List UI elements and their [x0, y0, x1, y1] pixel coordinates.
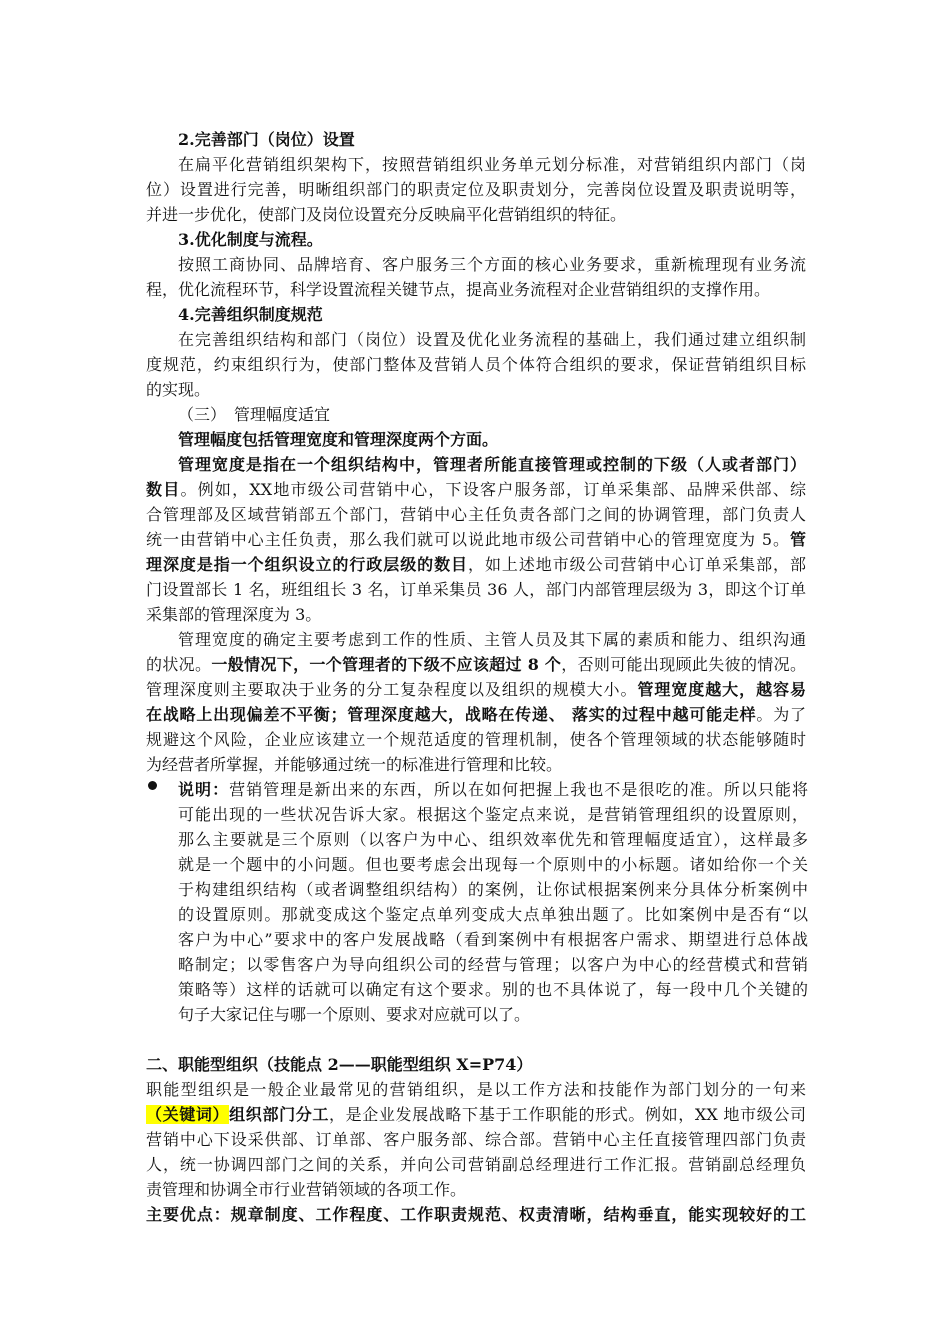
subsection-heading: （三） 管理幅度适宜 — [178, 405, 331, 424]
paragraph-line: 营销中心下设采供部、订单部、客户服务部、综合部。营销中心主任直接管理四部门负责 — [146, 1130, 806, 1149]
paragraph-line: 职能型组织是一般企业最常见的营销组织，是以工作方法和技能作为部门划分的一句来 — [146, 1080, 806, 1099]
note-line: 可能出现的一些状况告诉大家。根据这个鉴定点来说，是营销管理组织的设置原则， — [178, 805, 808, 824]
paragraph-line: 程，优化流程环节，科学设置流程关键节点，提高业务流程对企业营销组织的支撑作用。 — [146, 280, 771, 299]
section-heading-3: 3.优化制度与流程。 — [178, 230, 323, 249]
section-heading-functional: 二、职能型组织（技能点 2——职能型组织 X=P74） — [146, 1055, 533, 1074]
note-label: 说明： — [178, 780, 230, 799]
paragraph-line: 为经营者所掌握，并能够通过统一的标准进行管理和比较。 — [146, 755, 563, 774]
bold-term: 一般情况下，一个管理者的下级不应该超过 8 个 — [211, 655, 562, 674]
paragraph-line — [146, 652, 806, 677]
bold-term: 组织部门分工 — [229, 1105, 329, 1124]
paragraph-line: 门设置部长 1 名，班组组长 3 名，订单采集员 36 人，部门内部管理层级为 3，即这个订单 — [146, 580, 806, 599]
text-span: 。例如，XX地市级公司营销中心，下设客户服务部，订单采集部、品牌采供部、综 — [180, 480, 806, 499]
section-heading-2: 2.完善部门（岗位）设置 — [178, 130, 355, 149]
bullet-icon — [148, 781, 157, 790]
bold-term: 数目 — [146, 480, 181, 499]
bold-term: 理深度是指一个组织设立的行政层级的数目 — [146, 555, 468, 574]
bold-term: 管 — [789, 530, 806, 549]
paragraph-line: 合管理部及区域营销部五个部门，营销中心主任负责各部门之间的协调管理，部门负责人 — [146, 505, 806, 524]
paragraph-line: 的实现。 — [146, 380, 211, 399]
advantages-line: 主要优点：规章制度、工作程度、工作职责规范、权责清晰，结构垂直，能实现较好的工 — [146, 1205, 806, 1224]
paragraph-line: 并进一步优化，使部门及岗位设置充分反映扁平化营销组织的特征。 — [146, 205, 627, 224]
text-span: ，如上述地市级公司营销中心订单采集部，部 — [468, 555, 806, 574]
paragraph-line: 人，统一协调四部门之间的关系，并向公司营销副总经理进行工作汇报。营销副总经理负 — [146, 1155, 806, 1174]
text-span: 管理深度则主要取决于业务的分工复杂程度以及组织的规模大小。 — [146, 680, 638, 699]
paragraph-line — [146, 677, 806, 702]
paragraph-line: 按照工商协同、品牌培育、客户服务三个方面的核心业务要求，重新梳理现有业务流 — [178, 255, 806, 274]
bold-statement: 管理幅度包括管理宽度和管理深度两个方面。 — [178, 430, 499, 449]
text-span: 。为了 — [756, 705, 806, 724]
note-line: 于构建组织结构（或者调整组织结构）的案例，让你试根据案例来分具体分析案例中 — [178, 880, 808, 899]
highlighted-keyword: （关键词） — [146, 1105, 230, 1124]
note-line: 那么主要就是三个原则（以客户为中心、组织效率优先和管理幅度适宜），这样最多 — [178, 830, 808, 849]
paragraph-line: 责管理和协调全市行业营销领域的各项工作。 — [146, 1180, 467, 1199]
section-heading-4: 4.完善组织制度规范 — [178, 305, 323, 324]
bold-term: 管理宽度越大，越容易 — [637, 680, 806, 699]
text-span: 统一由营销中心主任负责，那么我们就可以说此地市级公司营销中心的管理宽度为 5。 — [146, 530, 790, 549]
note-line: 客户为中心”要求中的客户发展战略（看到案例中有根据客户需求、期望进行总体战 — [178, 930, 808, 949]
paragraph-line: 在扁平化营销组织架构下，按照营销组织业务单元划分标准，对营销组织内部门（岗 — [178, 155, 806, 174]
paragraph-line: 度规范，约束组织行为，使部门整体及营销人员个体符合组织的要求，保证营销组织目标 — [146, 355, 806, 374]
paragraph-line: 规避这个风险，企业应该建立一个规范适度的管理机制，使各个管理领域的状态能够随时 — [146, 730, 806, 749]
definition-line: 管理宽度是指在一个组织结构中，管理者所能直接管理或控制的下级（人或者部门） — [178, 455, 806, 474]
paragraph-line: 位）设置进行完善，明晰组织部门的职责定位及职责划分，完善岗位设置及职责说明等， — [146, 180, 806, 199]
definition-line — [146, 552, 806, 577]
paragraph-line: 管理宽度的确定主要考虑到工作的性质、主管人员及其下属的素质和能力、组织沟通 — [178, 630, 806, 649]
paragraph-line — [146, 702, 806, 727]
paragraph-line: 采集部的管理深度为 3。 — [146, 605, 322, 624]
note-line: 的设置原则。那就变成这个鉴定点单列变成大点单独出题了。比如案例中是否有“以 — [178, 905, 808, 924]
note-line — [178, 777, 808, 802]
text-span: ，是企业发展战略下基于工作职能的形式。例如，XX 地市级公司 — [328, 1105, 806, 1124]
text-span: 的状况。 — [146, 655, 212, 674]
paragraph-line — [146, 1102, 806, 1127]
text-span: ，否则可能出现顾此失彼的情况。 — [561, 655, 806, 674]
note-line: 略制定；以零售客户为导向组织公司的经营与管理；以客户为中心的经营模式和营销 — [178, 955, 808, 974]
paragraph-line: 在完善组织结构和部门（岗位）设置及优化业务流程的基础上，我们通过建立组织制 — [178, 330, 806, 349]
note-line: 策略等）这样的话就可以确定有这个要求。别的也不具体说了，每一段中几个关键的 — [178, 980, 808, 999]
note-line: 就是一个题中的小问题。但也要考虑会出现每一个原则中的小标题。诸如给你一个关 — [178, 855, 808, 874]
definition-line — [146, 477, 806, 502]
text-span: 营销管理是新出来的东西，所以在如何把握上我也不是很吃的准。所以只能将 — [229, 780, 808, 799]
note-line: 句子大家记住与哪一个原则、要求对应就可以了。 — [178, 1005, 531, 1024]
bold-term: 在战略上出现偏差不平衡；管理深度越大，战略在传递、 落实的过程中越可能走样 — [146, 705, 757, 724]
paragraph-line — [146, 527, 806, 552]
